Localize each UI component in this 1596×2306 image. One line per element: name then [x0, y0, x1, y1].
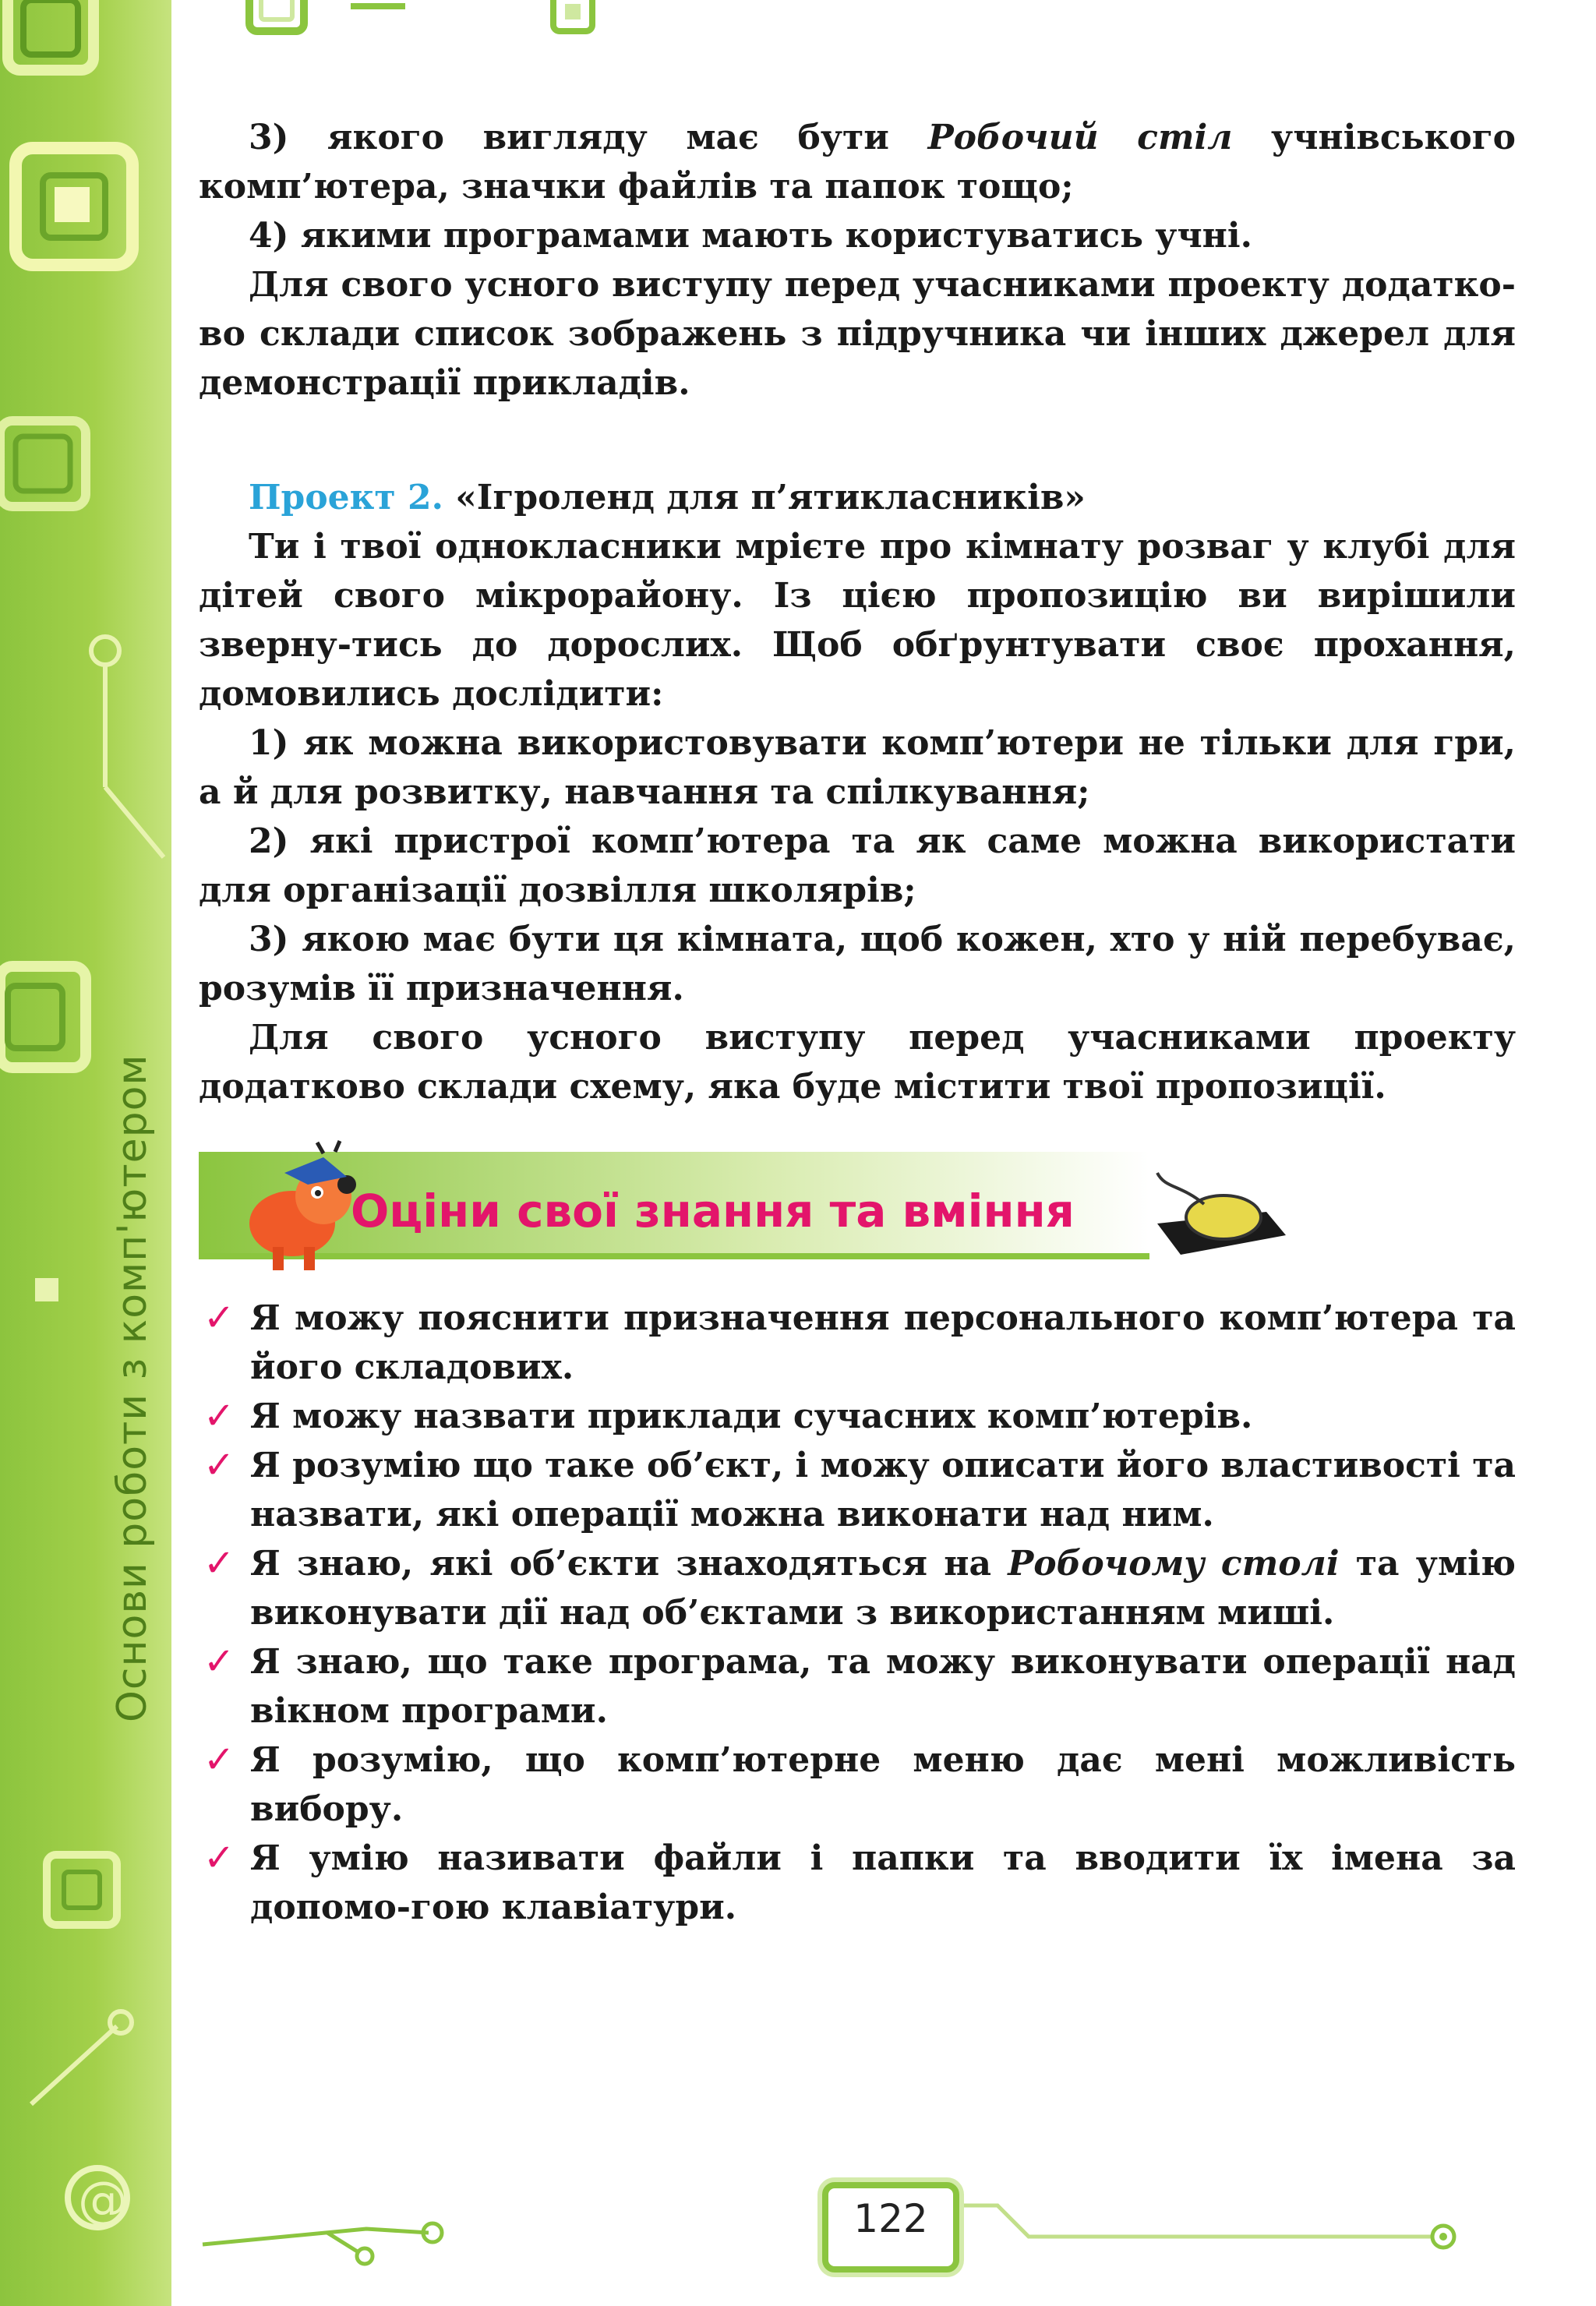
chapter-title: Основи роботи з комп'ютером — [109, 1054, 156, 1722]
checklist-item: ✓ Я можу пояснити призначення персонального комп’ютера та його складових. — [199, 1294, 1516, 1392]
paragraph: Ти і твої однокласники мрієте про кімнату розваг у клубі для дітей свого мікрорайону. Із цією пропозицію ви вирішили зверну-тись до дорослих. Щоб обґрунтувати своє прохання, домовились дослідити: — [199, 527, 1516, 714]
top-decoration — [171, 0, 639, 70]
check-icon: ✓ — [203, 1738, 235, 1782]
project-title: «Ігроленд для п’ятикласників» — [443, 478, 1086, 517]
checklist-item: ✓ Я знаю, що таке програма, та можу виконувати операції над вікном програми. — [199, 1637, 1516, 1736]
paragraph: Для свого усного виступу перед учасниками проекту додатково склади схему, яка буде містити твої пропозиції. — [199, 1018, 1516, 1107]
checklist-item: ✓ Я розумію що таке об’єкт, і можу описати його властивості та назвати, які операції можна виконати над ним. — [199, 1441, 1516, 1539]
project-label: Проект 2. — [249, 478, 443, 517]
checklist-item: ✓ Я розумію, що комп’ютерне меню дає мені можливість вибору. — [199, 1736, 1516, 1834]
svg-text:@: @ — [78, 2172, 128, 2230]
paragraph: 1) як можна використовувати комп’ютери не тільки для гри, а й для розвитку, навчання та спілкування; — [199, 723, 1516, 812]
computer-mouse-icon — [1149, 1169, 1290, 1262]
check-icon: ✓ — [203, 1394, 235, 1438]
check-icon: ✓ — [203, 1541, 235, 1585]
paragraph: 2) які пристрої комп’ютера та як саме можна використати для організації дозвілля школярів; — [199, 821, 1516, 910]
paragraph: 3) якого вигляду має бути Робочий стіл учнівського комп’ютера, значки файлів та папок тощо; — [199, 118, 1516, 207]
project-heading — [199, 473, 1516, 522]
main-content — [199, 113, 1516, 1111]
side-decoration-band — [0, 0, 171, 2306]
paragraph: 3) якою має бути ця кімната, щоб кожен, хто у ній перебуває, розумів її призначення. — [199, 920, 1516, 1008]
section-title: Оціни свої знання та вміння — [351, 1185, 1075, 1238]
page-footer — [171, 2167, 1496, 2283]
check-icon: ✓ — [203, 1836, 235, 1880]
dog-mascot-icon — [230, 1138, 370, 1278]
page-number: 122 — [853, 2196, 928, 2241]
paragraph: 4) якими програмами мають користуватись учні. — [249, 216, 1252, 256]
paragraph: Для свого усного виступу перед учасниками проекту додатко-во склади список зображень з підручника чи інших джерел для демонстрації прикладів. — [199, 265, 1516, 403]
checklist-item: ✓ Я знаю, які об’єкти знаходяться на Робочому столі та умію виконувати дії над об’єктами з використанням миші. — [199, 1539, 1516, 1637]
check-icon: ✓ — [203, 1443, 235, 1487]
checklist-item: ✓ Я можу назвати приклади сучасних комп’ютерів. — [199, 1392, 1516, 1441]
check-icon: ✓ — [203, 1640, 235, 1683]
self-assessment-checklist — [199, 1294, 1516, 1932]
checklist-item: ✓ Я умію називати файли і папки та вводити їх імена за допомо-гою клавіатури. — [199, 1834, 1516, 1932]
check-icon: ✓ — [203, 1296, 235, 1340]
self-assessment-header — [199, 1138, 1305, 1278]
